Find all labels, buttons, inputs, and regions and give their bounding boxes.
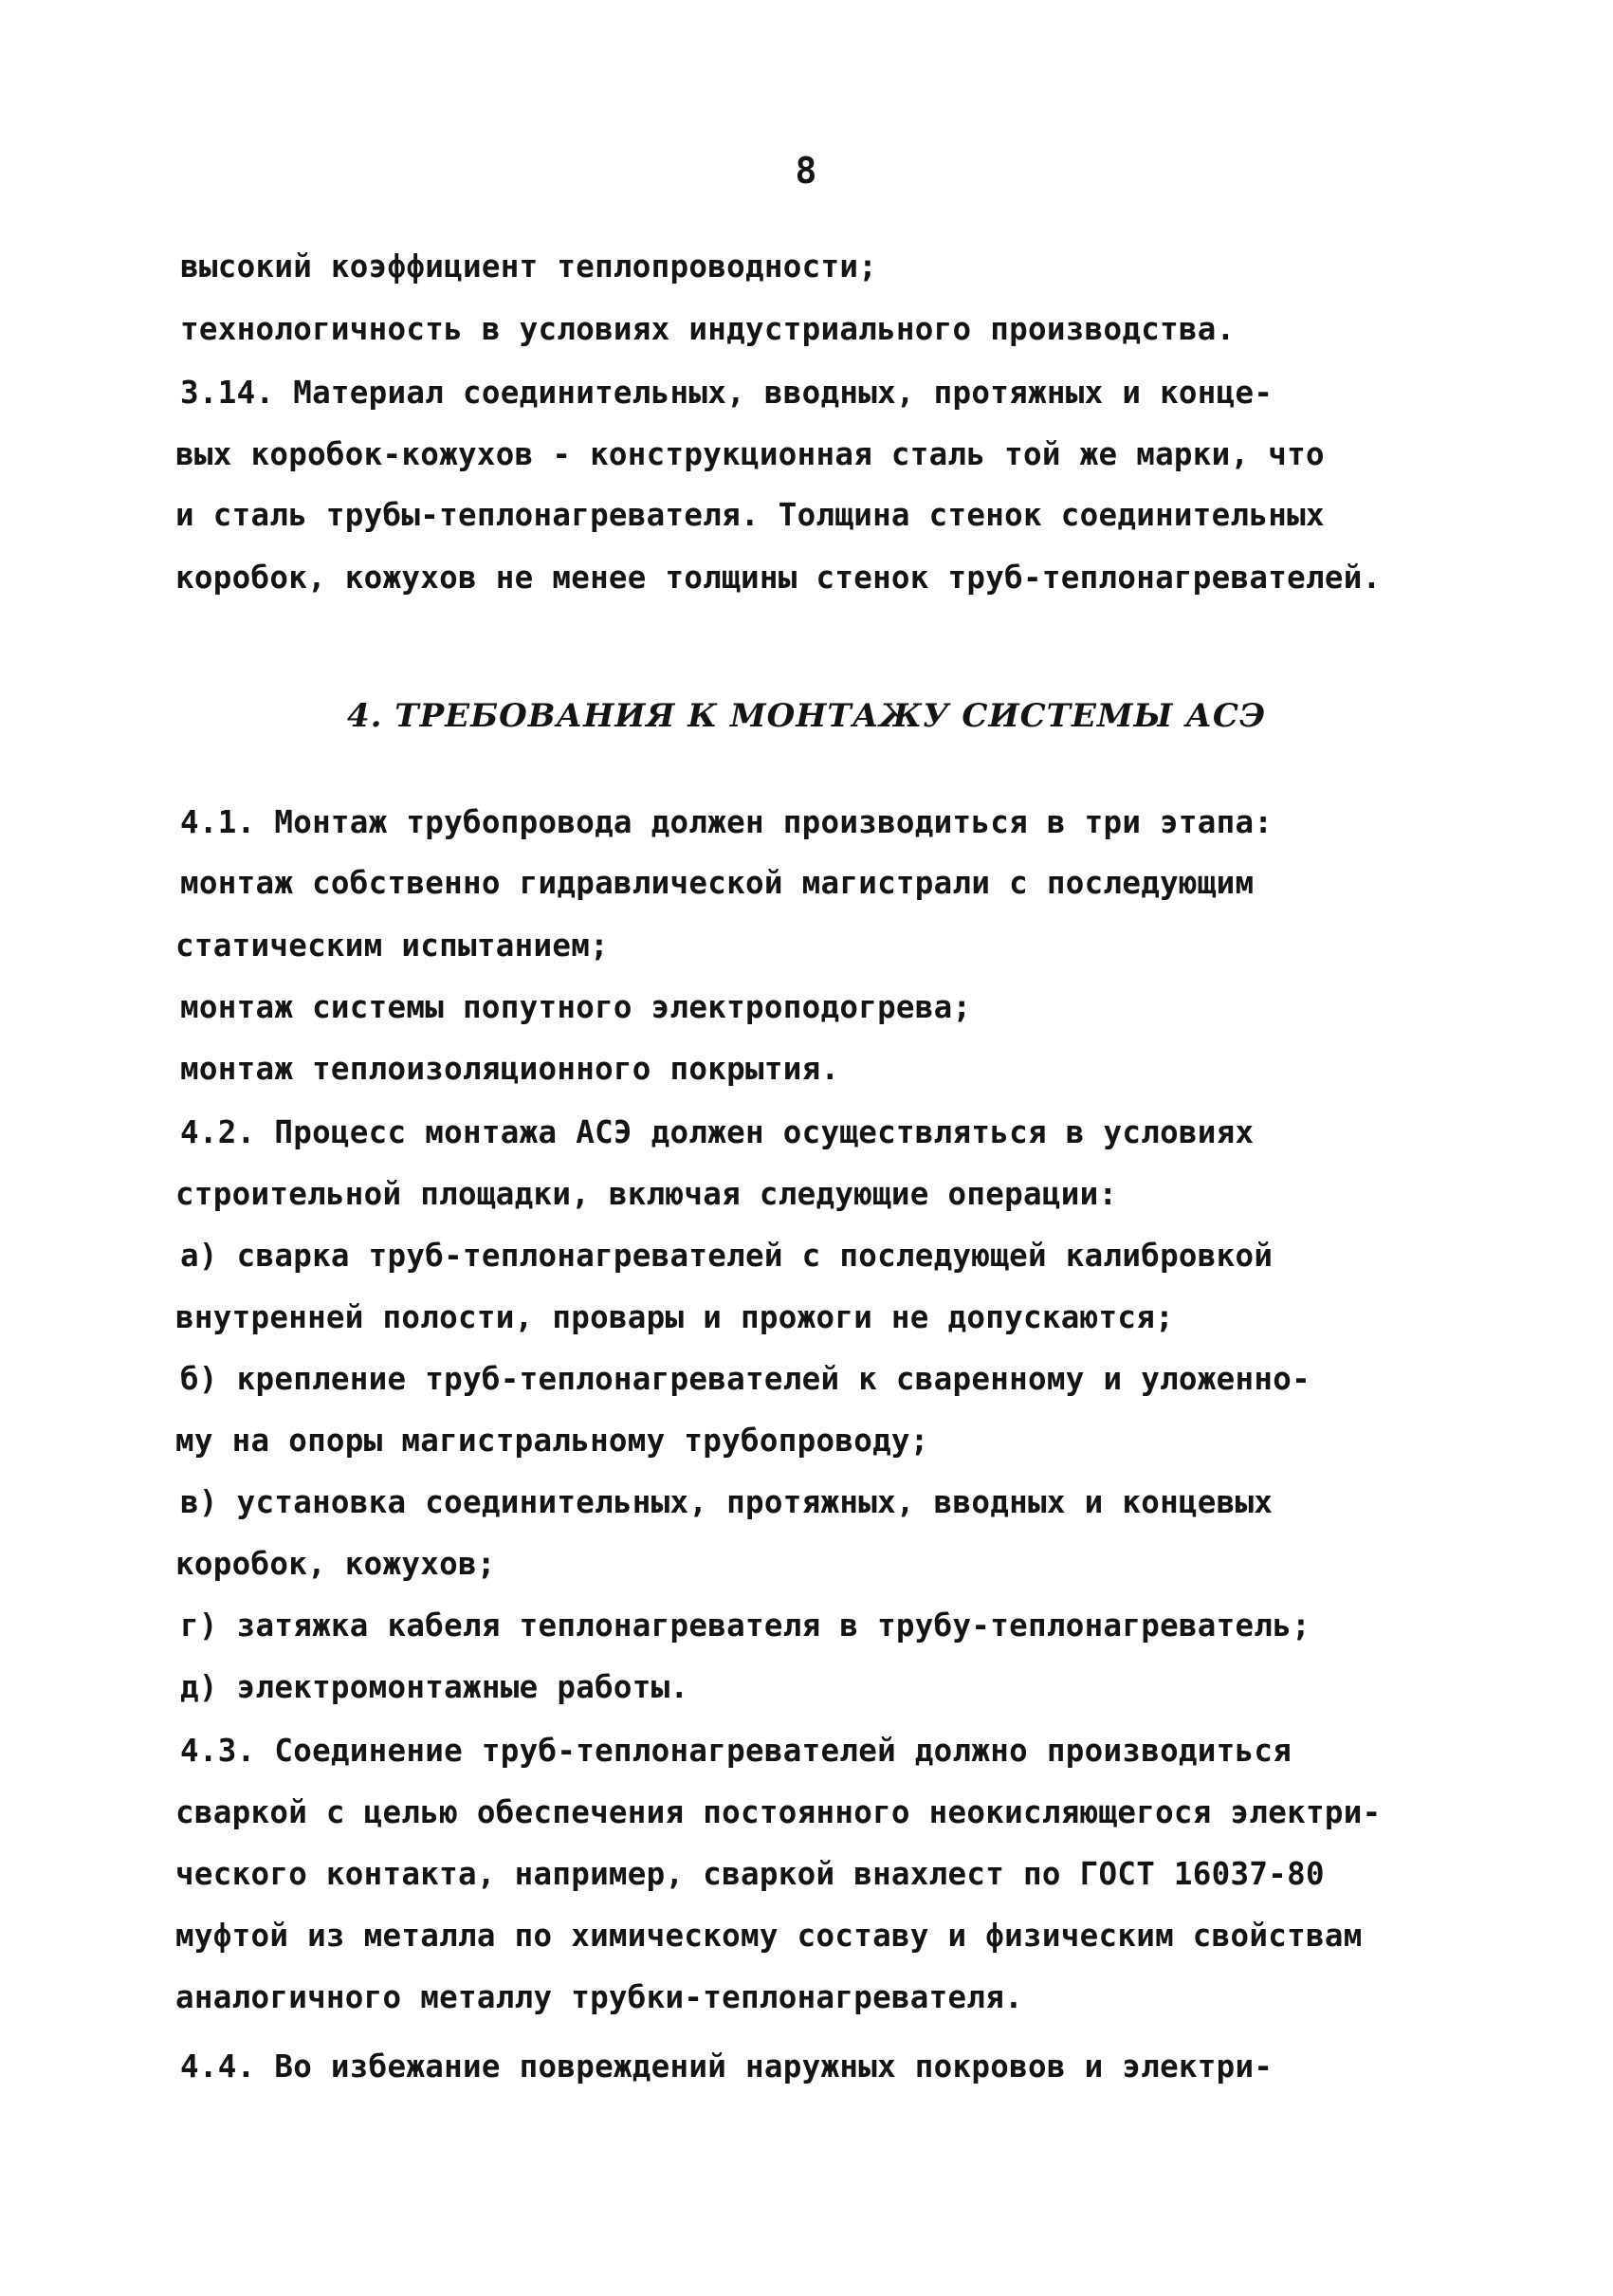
text-line: высокий коэффициент теплопроводности; <box>180 248 878 285</box>
text-line: 4.2. Процесс монтажа АСЭ должен осуществляться в условиях <box>180 1114 1255 1150</box>
text-line: статическим испытанием; <box>175 928 609 964</box>
text-line: ческого контакта, например, сваркой внахлест по ГОСТ 16037-80 <box>175 1856 1325 1892</box>
text-line: коробок, кожухов; <box>175 1546 496 1582</box>
text-line: монтаж системы попутного электроподогрева; <box>180 989 972 1025</box>
text-line: муфтой из металла по химическому составу и физическим свойствам <box>175 1918 1363 1954</box>
text-line: в) установка соединительных, протяжных, вводных и концевых <box>180 1484 1274 1520</box>
text-line: и сталь трубы-теплонагревателя. Толщина стенок соединительных <box>175 497 1325 533</box>
text-line: сваркой с целью обеспечения постоянного неокисляющегося электри- <box>175 1794 1382 1830</box>
text-line: г) затяжка кабеля теплонагревателя в трубу-теплонагреватель; <box>180 1607 1311 1644</box>
text-line: б) крепление труб-теплонагревателей к сваренному и уложенно- <box>180 1361 1311 1397</box>
text-line: аналогичного металлу трубки-теплонагревателя. <box>175 1979 1023 2015</box>
text-line: д) электромонтажные работы. <box>180 1669 689 1705</box>
text-line: 4.1. Монтаж трубопровода должен производиться в три этапа: <box>180 804 1274 840</box>
text-line: 3.14. Материал соединительных, вводных, протяжных и конце- <box>180 375 1274 411</box>
section-heading: 4. ТРЕБОВАНИЯ К МОНТАЖУ СИСТЕМЫ АСЭ <box>346 697 1267 735</box>
text-line: технологичность в условиях индустриального производства. <box>180 311 1236 347</box>
text-line: внутренней полости, провары и прожоги не допускаются; <box>175 1299 1174 1335</box>
page-number: 8 <box>795 150 818 192</box>
text-line: а) сварка труб-теплонагревателей с последующей калибровкой <box>180 1238 1274 1274</box>
text-line: монтаж теплоизоляционного покрытия. <box>180 1051 840 1087</box>
text-line: 4.4. Во избежание повреждений наружных покровов и электри- <box>180 2048 1274 2085</box>
text-line: 4.3. Соединение труб-теплонагревателей должно производиться <box>180 1733 1292 1769</box>
text-line: строительной площадки, включая следующие операции: <box>175 1176 1118 1212</box>
text-line: вых коробок-кожухов - конструкционная сталь той же марки, что <box>175 436 1325 472</box>
text-line: монтаж собственно гидравлической магистрали с последующим <box>180 865 1255 901</box>
text-line: му на опоры магистральному трубопроводу; <box>175 1423 929 1459</box>
text-line: коробок, кожухов не менее толщины стенок труб-теплонагревателей. <box>175 560 1382 596</box>
